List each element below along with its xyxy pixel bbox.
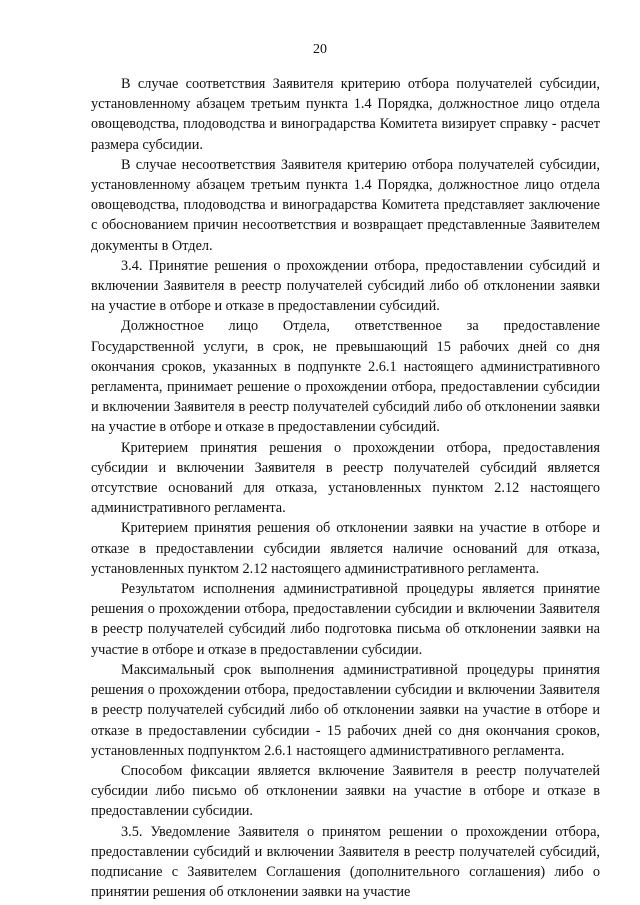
paragraph-recording-method: Способом фиксации является включение Заявителя в реестр получателей субсидии либо письмо об отклонении заявки на участие в отборе и отказе в предоставлении субсидии. — [91, 762, 600, 820]
paragraph-compliance: В случае соответствия Заявителя критерию отбора получателей субсидии, установленному абзацем третьим пункта 1.4 Порядка, должностное лицо отдела овощеводства, плодоводства и виноградарства Комитета визирует справку - расчет размера субсидии. — [91, 76, 600, 153]
document-body — [91, 74, 600, 902]
section-3-5-heading: 3.5. Уведомление Заявителя о принятом решении о прохождении отбора, предоставлении субсидий и включении Заявителя в реестр получателей субсидий, подписание с Заявителем Соглашения (дополнительного соглашения) либо о принятии решения об отклонении заявки на участие — [91, 823, 600, 901]
paragraph-procedure-result: Результатом исполнения административной процедуры является принятие решения о прохождении отбора, предоставлении субсидии и включении Заявителя в реестр получателей субсидий либо подготовка письма об отклонении заявки на участие в отборе и отказе в предоставлении субсидии. — [91, 581, 600, 658]
paragraph-decision-deadline: Должностное лицо Отдела, ответственное за предоставление Государственной услуги, в срок, не превышающий 15 рабочих дней со дня окончания сроков, указанных в подпункте 2.6.1 настоящего административного регламента, принимает решение о прохождении отбора, предоставлении субсидии и включении Заявителя в реестр получателей субсидий либо об отклонении заявки на участие в отборе и отказе в предоставлении субсидий. — [91, 318, 600, 436]
paragraph-max-duration: Максимальный срок выполнения административной процедуры принятия решения о прохождении отбора, предоставлении субсидии и включении Заявителя в реестр получателей субсидий либо об отклонении заявки на участие в отборе и отказе в предоставлении субсидии - 15 рабочих дней со дня окончания сроков, установленных подпунктом 2.6.1 настоящего административного регламента. — [91, 661, 600, 759]
page-number: 20 — [313, 42, 327, 57]
section-3-4-heading: 3.4. Принятие решения о прохождении отбора, предоставлении субсидий и включении Заявителя в реестр получателей субсидий либо об отклонении заявки на участие в отборе и отказе в предоставлении субсидий. — [91, 257, 600, 315]
paragraph-approval-criterion: Критерием принятия решения о прохождении отбора, предоставления субсидии и включении Заявителя в реестр получателей субсидий является отсутствие оснований для отказа, установленных пунктом 2.12 настоящего административного регламента. — [91, 439, 600, 517]
paragraph-rejection-criterion: Критерием принятия решения об отклонении заявки на участие в отборе и отказе в предоставлении субсидии является наличие оснований для отказа, установленных пунктом 2.12 настоящего административного регламента. — [91, 520, 600, 577]
paragraph-noncompliance: В случае несоответствия Заявителя критерию отбора получателей субсидии, установленному абзацем третьим пункта 1.4 Порядка, должностное лицо отдела овощеводства, плодоводства и виноградарства Комитета представляет заключение с обоснованием причин несоответствия и возвращает представленные Заявителем документы в Отдел. — [91, 156, 600, 254]
